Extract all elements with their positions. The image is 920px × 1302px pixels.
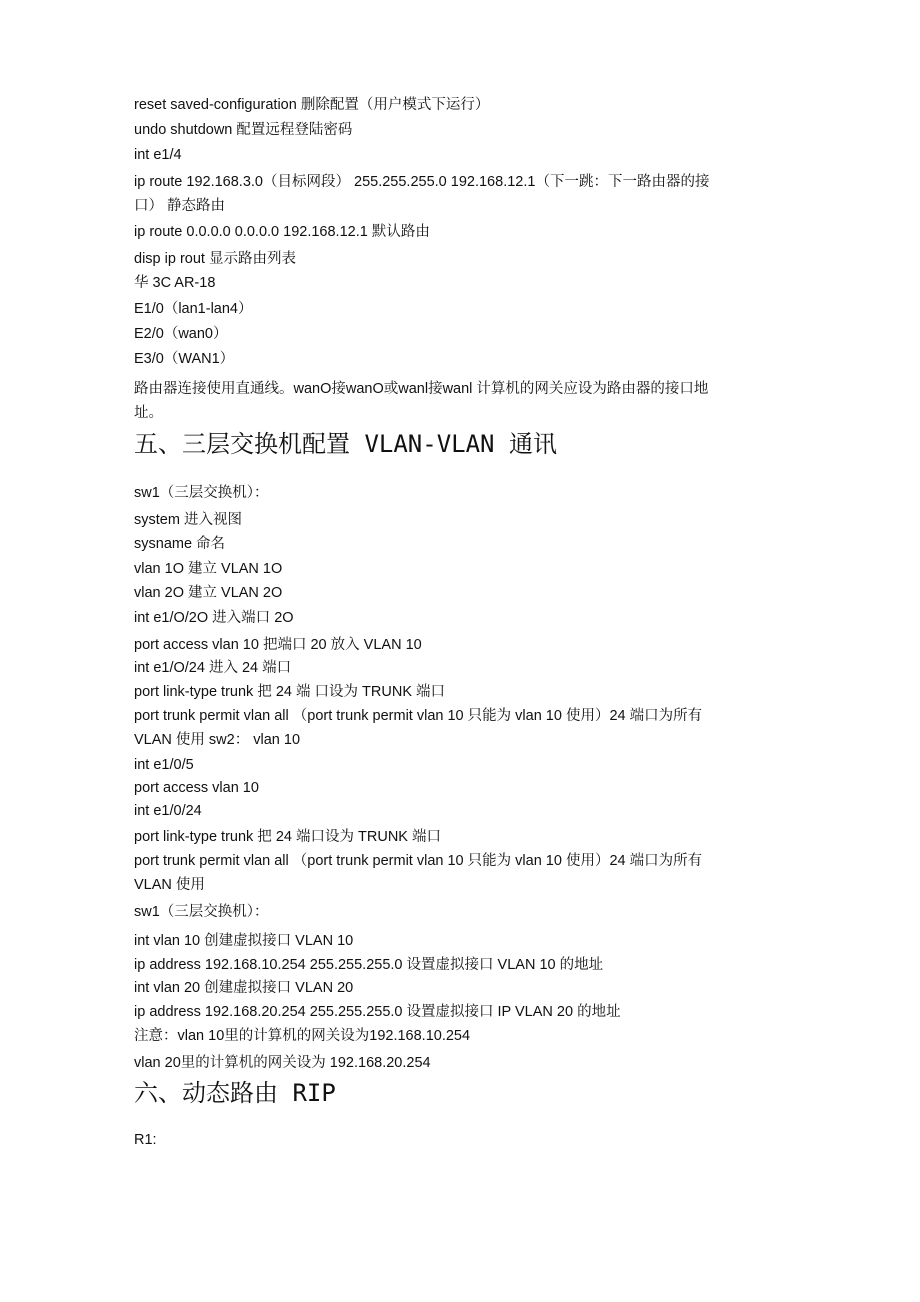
text-line: port link-type trunk 把 24 端 口设为 TRUNK 端口 [134, 684, 446, 700]
text-line: int e1/O/24 进入 24 端口 [134, 660, 292, 676]
text-line: system 进入视图 [134, 512, 242, 528]
text-line: int e1/0/5 [134, 757, 194, 773]
text-line: port trunk permit vlan all （port trunk permit vlan 10 只能为 vlan 10 使用）24 端口为所有 [134, 708, 703, 724]
text-line: R1: [134, 1132, 157, 1148]
text-line: int e1/0/24 [134, 803, 202, 819]
text-line: port link-type trunk 把 24 端口设为 TRUNK 端口 [134, 829, 441, 845]
text-line: ip route 0.0.0.0 0.0.0.0 192.168.12.1 默认路由 [134, 224, 430, 240]
text-line: E3/0（WAN1） [134, 351, 235, 367]
text-line: E1/0（lan1-lan4） [134, 301, 253, 317]
text-line: vlan 20里的计算机的网关设为 192.168.20.254 [134, 1055, 431, 1071]
text-line: reset saved-configuration 删除配置（用户模式下运行） [134, 97, 490, 113]
text-line: 华 3C AR-18 [134, 275, 216, 291]
text-line: vlan 1O 建立 VLAN 1O [134, 561, 283, 577]
section-heading: 五、三层交换机配置 VLAN-VLAN 通讯 [134, 430, 557, 458]
text-line: VLAN 使用 sw2： vlan 10 [134, 732, 301, 748]
text-line: int e1/O/2O 进入端口 2O [134, 610, 294, 626]
text-line: ip route 192.168.3.0（目标网段） 255.255.255.0 192.168.12.1（下一跳：下一路由器的接 [134, 174, 710, 190]
text-line: 注意：vlan 10里的计算机的网关设为192.168.10.254 [134, 1028, 471, 1044]
text-line: E2/0（wan0） [134, 326, 228, 342]
text-line: undo shutdown 配置远程登陆密码 [134, 122, 353, 138]
text-line: int vlan 10 创建虚拟接口 VLAN 10 [134, 933, 354, 949]
text-line: 路由器连接使用直通线。wanO接wanO或wanl接wanl 计算机的网关应设为路由器的接口地 [134, 381, 709, 397]
section-heading: 六、动态路由 RIP [134, 1079, 336, 1107]
text-line: ip address 192.168.20.254 255.255.255.0 设置虚拟接口 IP VLAN 20 的地址 [134, 1004, 621, 1020]
text-line: port access vlan 10 [134, 780, 259, 796]
text-line: ip address 192.168.10.254 255.255.255.0 设置虚拟接口 VLAN 10 的地址 [134, 957, 604, 973]
text-line: sysname 命名 [134, 536, 226, 552]
text-line: sw1（三层交换机）： [134, 485, 269, 501]
text-line: 址。 [134, 405, 163, 421]
text-line: disp ip rout 显示路由列表 [134, 251, 296, 267]
text-line: 口） 静态路由 [134, 198, 226, 214]
text-line: port trunk permit vlan all （port trunk permit vlan 10 只能为 vlan 10 使用）24 端口为所有 [134, 853, 703, 869]
text-line: vlan 2O 建立 VLAN 2O [134, 585, 283, 601]
text-line: port access vlan 10 把端口 20 放入 VLAN 10 [134, 637, 422, 653]
text-line: VLAN 使用 [134, 877, 205, 893]
text-line: sw1（三层交换机）： [134, 904, 269, 920]
text-line: int vlan 20 创建虚拟接口 VLAN 20 [134, 980, 354, 996]
text-line: int e1/4 [134, 147, 182, 163]
